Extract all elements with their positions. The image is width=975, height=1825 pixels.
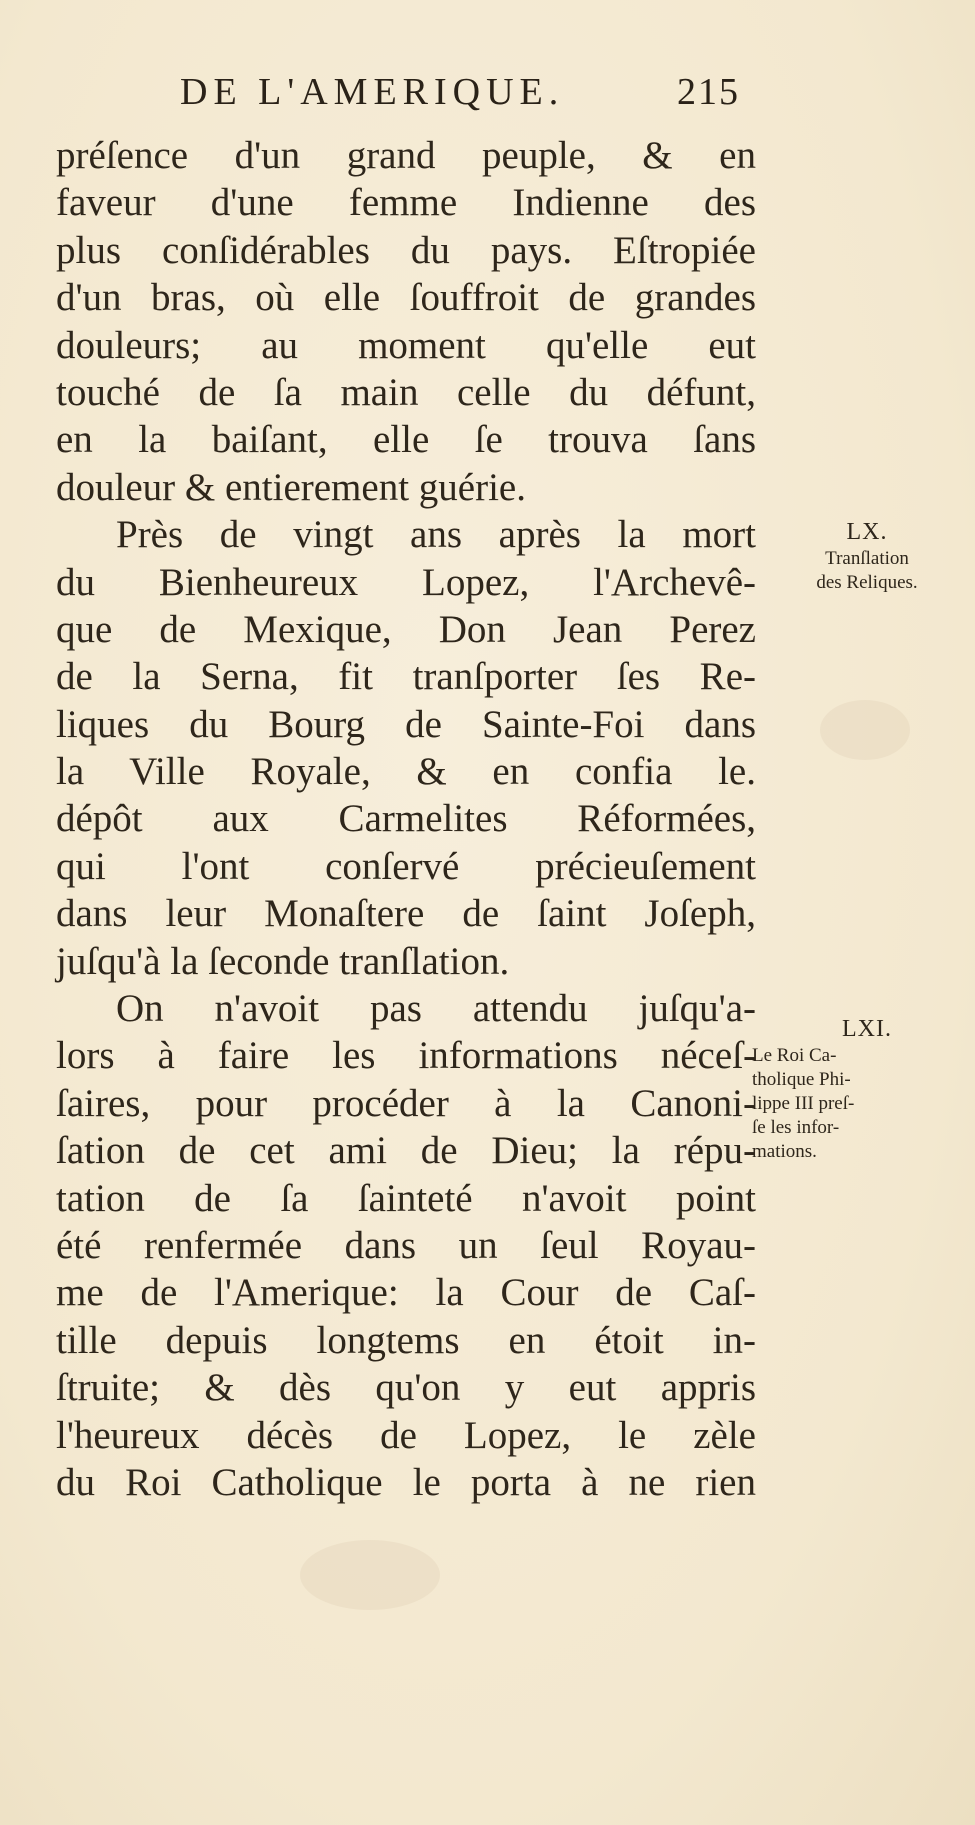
- text-line: la Ville Royale, & en confia le.: [56, 750, 756, 794]
- text-line: d'un bras, où elle ſouffroit de grandes: [56, 276, 756, 320]
- paper-stain: [300, 1540, 440, 1610]
- margin-note-lx: [752, 517, 975, 595]
- text-line: préſence d'un grand peuple, & en: [56, 134, 756, 177]
- margin-note-line: ſe les infor-: [752, 1117, 840, 1138]
- body-text: [56, 132, 756, 1506]
- text-line: touché de ſa main celle du défunt,: [56, 370, 756, 414]
- margin-note-line: lippe III preſ-: [752, 1093, 855, 1114]
- text-line: tille depuis longtems en étoit in-: [56, 1318, 756, 1362]
- paragraph-start: On n'avoit pas attendu juſqu'a-: [116, 987, 756, 1031]
- text-line: que de Mexique, Don Jean Perez: [56, 607, 756, 651]
- text-line: faveur d'une femme Indienne des: [56, 181, 756, 225]
- page-number: 215: [677, 71, 740, 113]
- margin-note-lxi: [752, 1014, 975, 1164]
- text-line: l'heureux décès de Lopez, le zèle: [56, 1413, 756, 1457]
- margin-note-line: Tranſlation: [825, 548, 909, 569]
- margin-note-line: mations.: [752, 1141, 817, 1162]
- text-line: du Bienheureux Lopez, l'Archevê-: [56, 560, 756, 604]
- margin-note-line: des Reliques.: [816, 572, 918, 593]
- text-line: plus conſidérables du pays. Eſtropiée: [56, 228, 756, 272]
- text-line: qui l'ont conſervé précieuſement: [56, 844, 756, 888]
- text-line: de la Serna, fit tranſporter ſes Re-: [56, 655, 756, 699]
- margin-note-number: LX.: [846, 519, 888, 545]
- text-line: été renfermée dans un ſeul Royau-: [56, 1223, 756, 1267]
- text-line: en la baiſant, elle ſe trouva ſans: [56, 418, 756, 462]
- text-line: lors à faire les informations néceſ-: [56, 1034, 756, 1078]
- text-line: dans leur Monaſtere de ſaint Joſeph,: [56, 892, 756, 936]
- text-line: me de l'Amerique: la Cour de Caſ-: [56, 1271, 756, 1315]
- text-line: ſtruite; & dès qu'on y eut appris: [56, 1366, 756, 1410]
- text-line: tation de ſa ſainteté n'avoit point: [56, 1176, 756, 1220]
- text-line: dépôt aux Carmelites Réformées,: [56, 797, 756, 841]
- text-line: ſation de cet ami de Dieu; la répu-: [56, 1129, 756, 1173]
- text-line: liques du Bourg de Sainte-Foi dans: [56, 702, 756, 746]
- text-line: douleurs; au moment qu'elle eut: [56, 323, 756, 367]
- margin-note-line: tholique Phi-: [752, 1069, 851, 1090]
- running-head: [180, 70, 740, 120]
- running-title: DE L'AMERIQUE.: [180, 71, 565, 113]
- paper-stain: [820, 700, 910, 760]
- text-line: juſqu'à la ſeconde tranſlation.: [56, 939, 510, 983]
- text-line: ſaires, pour procéder à la Canoni-: [56, 1081, 756, 1125]
- paragraph-start: Près de vingt ans après la mort: [116, 513, 756, 557]
- text-line: douleur & entierement guérie.: [56, 465, 526, 509]
- margin-note-line: Le Roi Ca-: [752, 1045, 837, 1066]
- text-line: du Roi Catholique le porta à ne rien: [56, 1460, 756, 1504]
- margin-note-number: LXI.: [842, 1016, 892, 1042]
